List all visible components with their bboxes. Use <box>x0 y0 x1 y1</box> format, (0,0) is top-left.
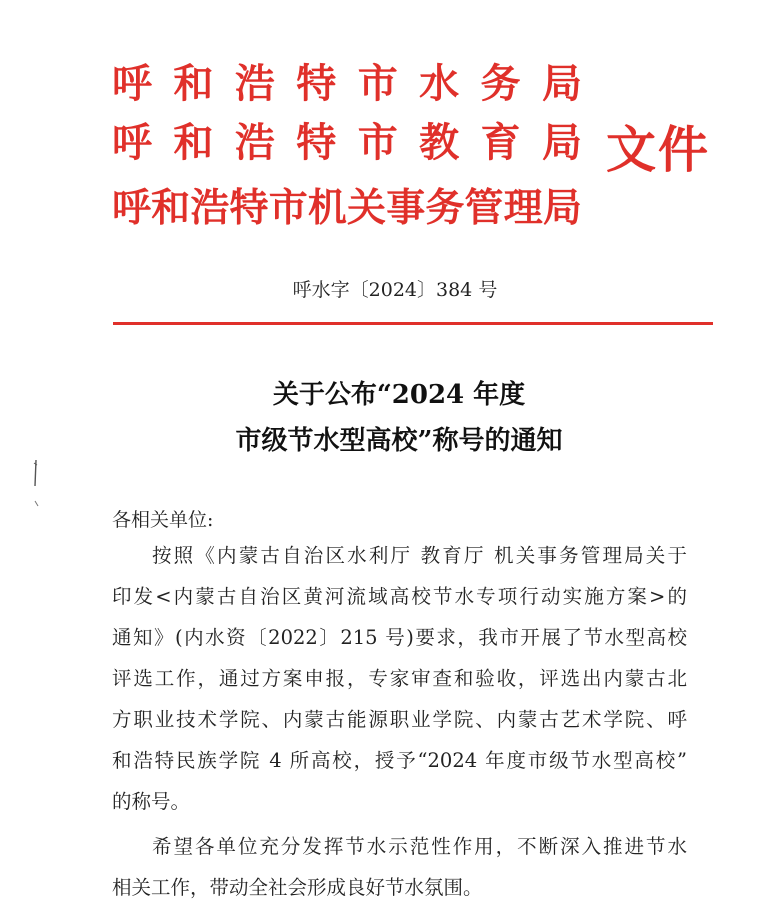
agency-char: 机 <box>307 185 347 231</box>
agency-char: 和 <box>173 60 214 107</box>
paragraph-line: 希望各单位充分发挥节水示范性作用，不断深入推进节水 <box>152 835 687 858</box>
agency-char: 市 <box>357 60 398 107</box>
paragraph-line: 评选工作，通过方案申报，专家审查和验收，评选出内蒙古北 <box>112 667 687 690</box>
agency-char: 浩 <box>234 60 275 107</box>
document-header <box>112 58 712 233</box>
agency-char: 局 <box>541 119 582 166</box>
agency-char: 特 <box>296 119 337 166</box>
agency-char: 理 <box>503 185 543 231</box>
agency-char: 育 <box>480 119 521 166</box>
agency-char: 浩 <box>234 119 275 166</box>
body-paragraph-2 <box>112 826 687 908</box>
notice-title-line-2: 市级节水型高校”称号的通知 <box>235 426 563 456</box>
paragraph-line: 通知》(内水资〔2022〕215 号)要求，我市开展了节水型高校 <box>112 626 687 649</box>
body-paragraph-1 <box>112 535 687 822</box>
paragraph-line: 方职业技术学院、内蒙古能源职业学院、内蒙古艺术学院、呼 <box>112 708 687 731</box>
notice-title-line-1: 关于公布“2024 年度 <box>272 380 526 410</box>
agency-char: 事 <box>386 185 426 231</box>
agency-char: 市 <box>268 185 308 231</box>
agency-char: 呼 <box>112 119 152 166</box>
agency-char: 特 <box>229 185 269 231</box>
paragraph-line: 印发<内蒙古自治区黄河流域高校节水专项行动实施方案>的 <box>112 585 687 608</box>
issuing-agency-water-bureau <box>112 58 582 110</box>
agency-char: 市 <box>357 119 398 166</box>
agency-char: 关 <box>347 185 387 231</box>
agency-char: 局 <box>541 60 582 107</box>
agency-char: 务 <box>480 60 521 107</box>
agency-char: 教 <box>419 119 460 166</box>
agency-char: 和 <box>173 119 214 166</box>
agency-char: 局 <box>542 185 582 231</box>
issuing-agency-education-bureau <box>112 117 582 169</box>
agency-char: 管 <box>464 185 504 231</box>
paragraph-line: 相关工作，带动全社会形成良好节水氛围。 <box>112 876 483 899</box>
document-label-wenjian: 文件 <box>606 120 710 179</box>
margin-pen-mark <box>33 460 38 486</box>
agency-char: 特 <box>296 60 337 107</box>
agency-char: 呼 <box>112 185 152 231</box>
agency-char: 浩 <box>190 185 230 231</box>
issuing-agency-affairs-bureau <box>112 182 582 234</box>
paragraph-line: 和浩特民族学院 4 所高校，授予“2024 年度市级节水型高校” <box>112 749 687 772</box>
agency-char: 和 <box>151 185 191 231</box>
paragraph-line: 的称号。 <box>112 790 191 813</box>
agency-char: 呼 <box>112 60 152 107</box>
salutation: 各相关单位: <box>112 509 214 531</box>
agency-char: 务 <box>425 185 465 231</box>
margin-pen-mark <box>34 500 39 508</box>
red-separator-line <box>113 322 713 325</box>
agency-char: 水 <box>419 60 460 107</box>
paragraph-line: 按照《内蒙古自治区水利厅 教育厅 机关事务管理局关于 <box>152 544 687 567</box>
document-number: 呼水字〔2024〕384 号 <box>292 279 498 301</box>
